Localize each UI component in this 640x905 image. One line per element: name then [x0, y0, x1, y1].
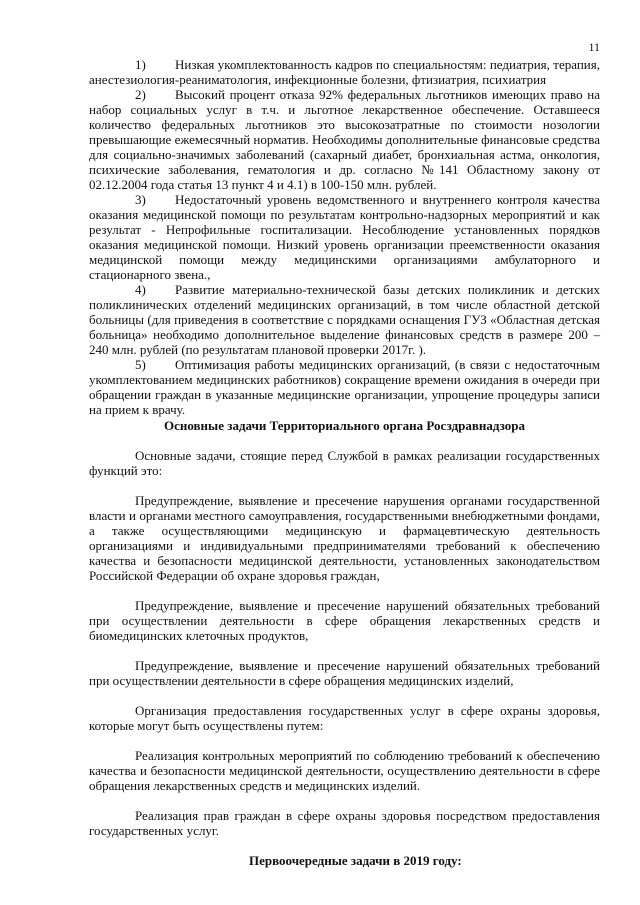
list-item-number: 5)	[135, 357, 146, 372]
paragraph: Предупреждение, выявление и пресечение нарушения органами государственной власти и органами местного самоуправления, государственными внебюджетными фондами, а также осуществляющими медицинскую и фармацевтическую деятельность организациями и индивидуальными предпринимателями требований к обеспечению качества и безопасности медицинской деятельности, установленных законодательством Российской Федерации об охране здоровья граждан,	[89, 493, 600, 583]
paragraph: Реализация контрольных мероприятий по соблюдению требований к обеспечению качества и безопасности медицинской деятельности, осуществлению деятельности в сфере обращения лекарственных средств и медицинских изделий.	[89, 748, 600, 793]
paragraph: Предупреждение, выявление и пресечение нарушений обязательных требований при осуществлении деятельности в сфере обращения лекарственных средств и биомедицинских клеточных продуктов,	[89, 598, 600, 643]
paragraph: Реализация прав граждан в сфере охраны здоровья посредством предоставления государственных услуг.	[89, 808, 600, 838]
list-item	[89, 282, 600, 357]
paragraph: Предупреждение, выявление и пресечение нарушений обязательных требований при осуществлении деятельности в сфере обращения медицинских изделий,	[89, 658, 600, 688]
section-heading: Основные задачи Территориального органа Росздравнадзора	[163, 418, 526, 433]
list-item-number: 1)	[135, 57, 146, 72]
list-item	[89, 57, 600, 87]
list-item	[89, 87, 600, 192]
list-item-number: 3)	[135, 192, 146, 207]
list-item-text: Недостаточный уровень ведомственного и внутреннего контроля качества оказания медицинской помощи по результатам контрольно-надзорных мероприятий и как результат - Непрофильные госпитализации. Несоблюдение установленных порядков оказания медицинской помощи. Низкий уровень организации преемственности оказания медицинской помощи между медицинскими организациями амбулаторного и стационарного звена.,	[89, 192, 600, 282]
list-item-text: Развитие материально-технической базы детских поликлиник и детских поликлинических отделений медицинских организаций, в том числе областной детской больницы (для приведения в соответствие с порядками оснащения ГУЗ «Областная детская больница» необходимо дополнительное выделение финансовых средств в размере 200 – 240 млн. рублей (по результатам плановой проверки 2017г. ).	[89, 282, 600, 357]
list-item-number: 2)	[135, 87, 146, 102]
list-item-text: Оптимизация работы медицинских организаций, (в связи с недостаточным укомплектованием медицинских работников) сокращение времени ожидания в очереди при обращении граждан в указанные медицинские организации, упрощение процедуры записи на прием к врачу.	[89, 357, 600, 417]
paragraph: Основные задачи, стоящие перед Службой в рамках реализации государственных функций это:	[89, 448, 600, 478]
list-item	[89, 357, 600, 417]
list-item-number: 4)	[135, 282, 146, 297]
document-body	[89, 57, 600, 868]
section-heading: Первоочередные задачи в 2019 году:	[249, 853, 462, 868]
list-item-text: Низкая укомплектованность кадров по специальностям: педиатрия, терапия, анестезиология-реаниматология, инфекционные болезни, фтизиатрия, психиатрия	[89, 57, 600, 87]
page-number: 11	[588, 40, 600, 54]
paragraph: Организация предоставления государственных услуг в сфере охраны здоровья, которые могут быть осуществлены путем:	[89, 703, 600, 733]
list-item	[89, 192, 600, 282]
list-item-text: Высокий процент отказа 92% федеральных льготников имеющих право на набор социальных услуг в т.ч. и льготное лекарственное обеспечение. Оставшееся количество федеральных льготников это высокозатратные по стоимости нозологии превышающие ежемесячный норматив. Необходимы дополнительные финансовые средства для социально-значимых заболеваний (сахарный диабет, бронхиальная астма, онкология, психические заболевания, гематология и др. согласно №141 Областному закону от 02.12.2004 года статья 13 пункт 4 и 4.1) в 100-150 млн. рублей.	[89, 87, 601, 192]
